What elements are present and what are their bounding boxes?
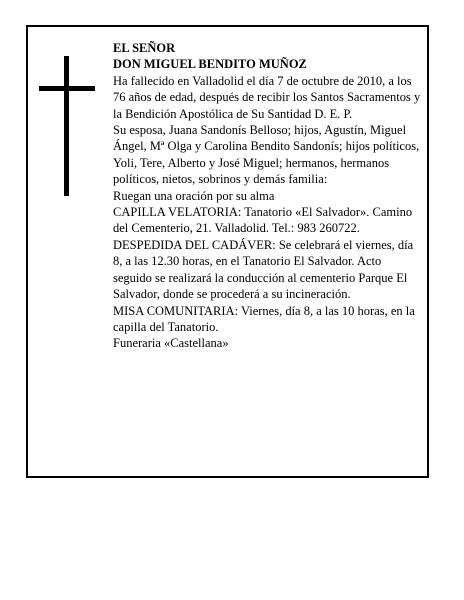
- farewell-info: DESPEDIDA DEL CADÁVER: Se celebrará el viernes, día 8, a las 12.30 horas, en el Tanatorio El Salvador. Acto seguido se realizará la conducción al cementerio Parque El Salvador, donde se procederá a su incineración.: [113, 237, 414, 302]
- cross-icon: [39, 56, 95, 196]
- prayer-request: Ruegan una oración por su alma: [113, 188, 275, 203]
- notice-title-line1: EL SEÑOR: [113, 41, 176, 55]
- notice-text-block: [113, 40, 423, 352]
- funeral-home: Funeraria «Castellana»: [113, 336, 229, 351]
- deceased-name: DON MIGUEL BENDITO MUÑOZ: [113, 57, 307, 72]
- cross-horizontal-bar: [39, 86, 95, 91]
- mass-info: MISA COMUNITARIA: Viernes, día 8, a las 10 horas, en la capilla del Tanatorio.: [113, 303, 415, 334]
- chapel-info: CAPILLA VELATORIA: Tanatorio «El Salvador». Camino del Cementerio, 21. Valladolid. Tel.: 983 260722.: [113, 205, 413, 236]
- family-list: Su esposa, Juana Sandonís Belloso; hijos, Agustín, Miguel Ángel, Mª Olga y Carolina Bendito Sandonís; hijos políticos, Yoli, Tere, Alberto y José Miguel; hermanos, hermanos políticos, nietos, sobrinos y demás familia:: [113, 123, 420, 187]
- death-announcement: Ha fallecido en Valladolid el día 7 de octubre de 2010, a los 76 años de edad, después de recibir los Santos Sacramentos y la Bendición Apostólica de Su Santidad D. E. P.: [113, 73, 421, 121]
- cross-vertical-bar: [64, 56, 69, 196]
